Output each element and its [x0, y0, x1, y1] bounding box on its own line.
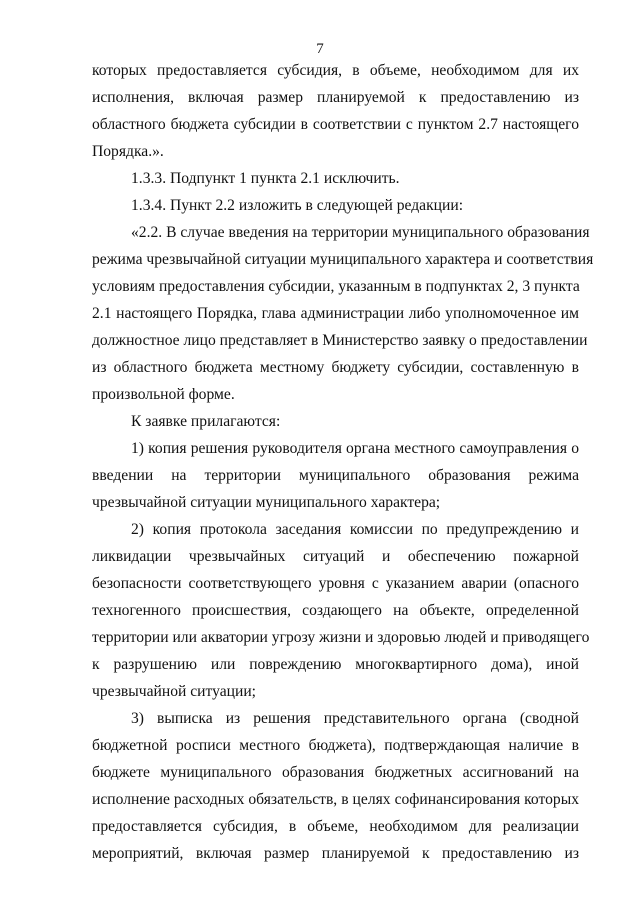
- text-line: безопасности соответствующего уровня с указанием аварии (опасного: [92, 575, 579, 592]
- text-line: условиям предоставления субсидии, указанным в подпунктах 2, 3 пункта: [92, 278, 580, 295]
- text-line: «2.2. В случае введения на территории муниципального образования: [131, 224, 590, 241]
- text-line: 2) копия протокола заседания комиссии по предупреждению и: [131, 521, 579, 538]
- text-line: исполнение расходных обязательств, в целях софинансирования которых: [92, 791, 579, 808]
- text-line: произвольной форме.: [92, 386, 235, 403]
- text-line: территории или акватории угрозу жизни и здоровью людей и приводящего: [92, 629, 590, 646]
- text-line: к разрушению или повреждению многоквартирного дома), иной: [92, 656, 579, 673]
- page-number: 7: [316, 41, 324, 57]
- text-line: предоставляется субсидия, в объеме, необходимом для реализации: [92, 818, 579, 835]
- text-line: областного бюджета субсидии в соответствии с пунктом 2.7 настоящего: [92, 116, 579, 133]
- text-line: 1) копия решения руководителя органа местного самоуправления о: [131, 440, 579, 457]
- text-line: которых предоставляется субсидия, в объеме, необходимом для их: [92, 62, 579, 79]
- text-line: 1.3.3. Подпункт 1 пункта 2.1 исключить.: [131, 170, 400, 187]
- text-line: 1.3.4. Пункт 2.2 изложить в следующей редакции:: [131, 197, 464, 214]
- text-line: техногенного происшествия, создающего на объекте, определенной: [92, 602, 579, 619]
- text-line: режима чрезвычайной ситуации муниципального характера и соответствия: [92, 251, 594, 268]
- text-line: введении на территории муниципального образования режима: [92, 467, 579, 484]
- text-line: мероприятий, включая размер планируемой к предоставлению из: [92, 845, 579, 862]
- text-line: ликвидации чрезвычайных ситуаций и обеспечению пожарной: [92, 548, 579, 565]
- text-line: из областного бюджета местному бюджету субсидии, составленную в: [92, 359, 579, 376]
- text-line: должностное лицо представляет в Министерство заявку о предоставлении: [92, 332, 588, 349]
- text-line: бюджетной росписи местного бюджета), подтверждающая наличие в: [92, 737, 579, 754]
- text-line: исполнения, включая размер планируемой к предоставлению из: [92, 89, 579, 106]
- text-line: бюджете муниципального образования бюджетных ассигнований на: [92, 764, 579, 781]
- text-line: чрезвычайной ситуации муниципального характера;: [92, 494, 441, 511]
- text-line: чрезвычайной ситуации;: [92, 683, 257, 700]
- text-line: 3) выписка из решения представительного органа (сводной: [131, 710, 579, 727]
- text-line: Порядка.».: [92, 143, 164, 160]
- text-line: 2.1 настоящего Порядка, глава администрации либо уполномоченное им: [92, 305, 579, 322]
- text-line: К заявке прилагаются:: [131, 413, 281, 430]
